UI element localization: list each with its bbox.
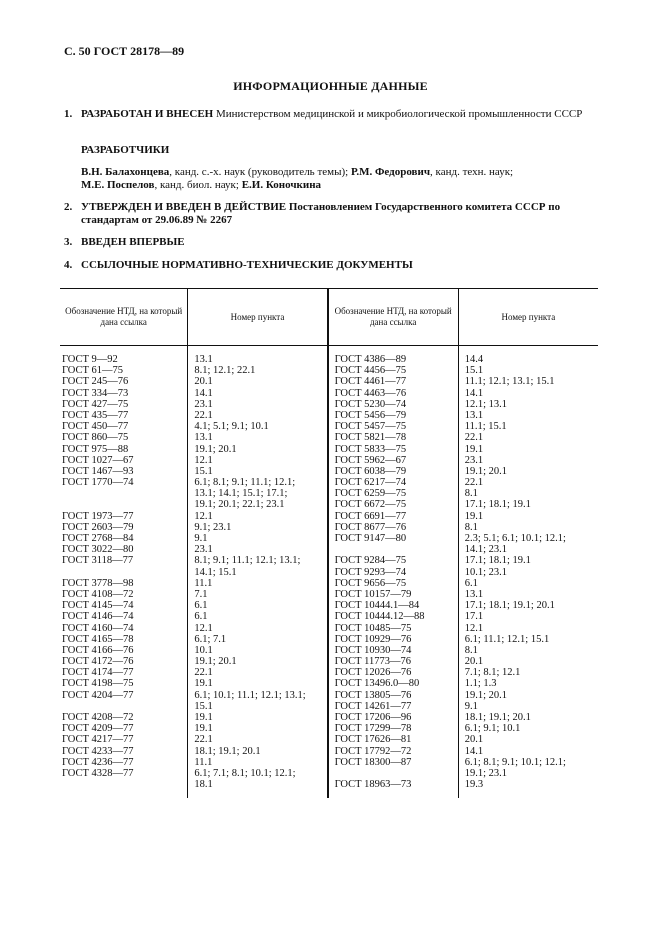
col-header-doc-right: Обозначение НТД, на который дана ссылка: [328, 289, 459, 346]
table-doc-cell: ГОСТ 18963—73: [334, 779, 412, 791]
table-point-cell: 18.1; 19.1; 20.1: [194, 745, 261, 757]
table-doc-cell: ГОСТ 61—75: [62, 365, 124, 377]
page-header: С. 50 ГОСТ 28178—89: [64, 44, 185, 58]
table-point-cell: 7.1; 8.1; 12.1: [464, 667, 521, 679]
item-heading: УТВЕРЖДЕН И ВВЕДЕН В ДЕЙСТВИЕ: [81, 201, 287, 213]
table-doc-cell: ГОСТ 14261—77: [334, 700, 412, 712]
table-doc-cell: ГОСТ 4145—74: [62, 600, 134, 612]
table-point-cell: 23.1: [194, 398, 213, 410]
table-point-cell: 9.1; 23.1: [194, 521, 232, 533]
table-doc-cell: ГОСТ 3022—80: [62, 544, 134, 556]
table-doc-cell: ГОСТ 4108—72: [62, 588, 134, 600]
right-point-column: [458, 346, 598, 799]
table-point-cell: 14.1: [464, 387, 484, 399]
table-point-cell: 13.1; 14.1; 15.1; 17.1;: [194, 488, 288, 500]
table-doc-cell: ГОСТ 5230—74: [334, 398, 407, 410]
table-doc-cell: ГОСТ 4198—75: [62, 678, 134, 690]
table-point-cell: 20.1: [464, 734, 484, 746]
table-doc-cell: ГОСТ 17299—78: [334, 723, 412, 735]
developer-name: М.Е. Поспелов: [81, 179, 155, 191]
table-doc-cell: ГОСТ 5457—75: [334, 421, 407, 433]
table-doc-cell: ГОСТ 975—88: [62, 443, 129, 455]
table-point-cell: 6.1; 10.1; 11.1; 12.1; 13.1;: [194, 689, 306, 701]
table-doc-cell: ГОСТ 2768—84: [62, 533, 134, 544]
table-point-cell: 8.1: [464, 521, 478, 533]
table-header-row: [60, 289, 598, 346]
table-doc-cell: ГОСТ 1027—67: [62, 454, 134, 466]
table-doc-spacer: [60, 499, 187, 510]
table-point-cell: 6.1; 8.1; 9.1; 10.1; 12.1;: [464, 756, 566, 768]
developer-name: В.Н. Балахонцева: [81, 166, 170, 178]
table-point-cell: 18.1; 19.1; 20.1: [464, 712, 531, 723]
developer-role: , канд. с.-х. наук (руководитель темы);: [169, 166, 351, 178]
table-point-cell: 14.1: [464, 745, 484, 757]
table-doc-cell: ГОСТ 450—77: [62, 421, 129, 433]
developer-name: Р.М. Федорович: [350, 166, 431, 178]
table-doc-cell: ГОСТ 17626—81: [334, 734, 412, 746]
table-point-cell: 20.1: [464, 656, 484, 668]
table-point-cell: 11.1; 15.1: [464, 421, 507, 433]
table-point-cell: 10.1; 23.1: [464, 566, 508, 578]
table-doc-cell: ГОСТ 8677—76: [334, 521, 407, 533]
table-doc-cell: ГОСТ 4209—77: [62, 723, 134, 735]
table-point-cell: 7.1: [194, 588, 208, 600]
table-doc-cell: ГОСТ 9284—75: [334, 555, 407, 567]
table-doc-cell: ГОСТ 5833—75: [334, 443, 407, 455]
table-point-cell: 8.1; 9.1; 11.1; 12.1; 13.1;: [194, 555, 301, 567]
table-point-cell: 19.1: [464, 510, 484, 522]
table-point-cell: 23.1: [464, 454, 484, 466]
table-point-cell: 13.1: [464, 409, 484, 421]
table-doc-spacer: [329, 768, 458, 779]
table-point-cell: 14.1: [194, 387, 213, 399]
table-point-cell: 19.1: [194, 678, 213, 690]
table-point-cell: 19.1; 20.1: [464, 465, 508, 477]
table-point-cell: 22.1: [194, 667, 213, 679]
table-point-cell: 6.1: [194, 600, 208, 612]
table-doc-cell: ГОСТ 17206—96: [334, 712, 412, 723]
table-point-cell: 19.1; 20.1: [464, 689, 508, 701]
reference-table: [60, 288, 598, 798]
table-doc-cell: ГОСТ 1973—77: [62, 510, 134, 522]
table-doc-cell: ГОСТ 4233—77: [62, 745, 134, 757]
table-doc-cell: ГОСТ 18300—87: [334, 756, 412, 768]
table-point-cell: 6.1; 7.1; 8.1; 10.1; 12.1;: [194, 767, 296, 779]
table-point-cell: 10.1: [194, 644, 213, 656]
table-doc-cell: ГОСТ 10157—79: [334, 588, 412, 600]
table-doc-cell: ГОСТ 5456—79: [334, 409, 407, 421]
table-doc-cell: ГОСТ 6691—77: [334, 510, 407, 522]
table-doc-cell: ГОСТ 4174—77: [62, 667, 134, 679]
table-point-cell: 8.1; 12.1; 22.1: [194, 365, 256, 377]
table-point-cell: 15.1: [194, 700, 213, 712]
table-doc-cell: ГОСТ 9293—74: [334, 566, 407, 578]
table-point-cell: 19.1: [464, 443, 484, 455]
table-doc-cell: ГОСТ 11773—76: [334, 656, 412, 668]
table-point-cell: 19.1; 20.1; 22.1; 23.1: [194, 499, 285, 511]
table-doc-cell: ГОСТ 13496.0—80: [334, 678, 420, 690]
table-point-cell: 22.1: [194, 734, 213, 746]
table-doc-cell: ГОСТ 1770—74: [62, 477, 134, 489]
table-point-cell: 17.1; 18.1; 19.1: [464, 555, 531, 567]
table-doc-cell: ГОСТ 4165—78: [62, 633, 134, 645]
table-doc-cell: ГОСТ 10444.1—84: [334, 600, 420, 612]
table-point-cell: 2.3; 5.1; 6.1; 10.1; 12.1;: [464, 533, 566, 544]
item-number: 3.: [64, 236, 73, 248]
table-point-cell: 17.1: [464, 611, 484, 623]
table-doc-cell: ГОСТ 4146—74: [62, 611, 134, 623]
table-doc-cell: ГОСТ 4217—77: [62, 734, 134, 746]
table-point-cell: 19.1; 20.1: [194, 656, 237, 668]
developer-role: , канд. биол. наук;: [154, 179, 242, 191]
left-doc-column: [60, 346, 188, 799]
table-point-cell: 9.1: [194, 533, 208, 544]
table-point-cell: 19.1; 23.1: [464, 767, 508, 779]
table-doc-cell: ГОСТ 10444.12—88: [334, 611, 425, 623]
table-doc-cell: ГОСТ 3118—77: [62, 555, 134, 567]
table-point-cell: 6.1; 8.1; 9.1; 11.1; 12.1;: [194, 477, 296, 489]
table-point-cell: 6.1: [464, 577, 478, 589]
table-point-cell: 23.1: [194, 544, 213, 556]
table-doc-cell: ГОСТ 435—77: [62, 409, 129, 421]
table-doc-cell: ГОСТ 860—75: [62, 432, 129, 444]
table-doc-spacer: [329, 544, 458, 555]
table-point-cell: 8.1: [464, 488, 478, 500]
table-point-cell: 9.1: [464, 700, 478, 712]
table-doc-cell: ГОСТ 4236—77: [62, 756, 134, 768]
table-point-cell: 22.1: [464, 432, 484, 444]
table-doc-cell: ГОСТ 4328—77: [62, 767, 134, 779]
table-point-cell: 11.1: [194, 756, 213, 768]
table-point-cell: 12.1: [194, 622, 213, 634]
table-point-cell: 14.1; 15.1: [194, 566, 237, 578]
table-doc-cell: ГОСТ 13805—76: [334, 689, 412, 701]
table-doc-cell: ГОСТ 4204—77: [62, 689, 134, 701]
table-doc-cell: ГОСТ 4172—76: [62, 656, 134, 668]
developers-list: [81, 166, 601, 192]
table-point-cell: 12.1; 13.1: [464, 398, 508, 410]
table-point-cell: 13.1: [464, 588, 484, 600]
table-doc-cell: ГОСТ 6217—74: [334, 477, 407, 489]
item-heading: РАЗРАБОТАН И ВНЕСЕН: [81, 108, 214, 120]
table-doc-cell: ГОСТ 4166—76: [62, 644, 134, 656]
table-doc-cell: ГОСТ 5821—78: [334, 432, 407, 444]
table-point-cell: 19.3: [464, 779, 484, 791]
table-doc-spacer: [60, 701, 187, 712]
table-doc-cell: ГОСТ 6038—79: [334, 465, 407, 477]
table-point-cell: 15.1: [464, 365, 484, 377]
table-point-cell: 6.1; 11.1; 12.1; 15.1: [464, 633, 550, 645]
developer-role: , канд. техн. наук;: [430, 166, 514, 178]
table-point-cell: 6.1: [194, 611, 208, 623]
table-doc-cell: ГОСТ 1467—93: [62, 465, 134, 477]
table-point-cell: 17.1; 18.1; 19.1: [464, 499, 531, 511]
item-number: 4.: [64, 259, 73, 271]
table-point-cell: 17.1; 18.1; 19.1; 20.1: [464, 600, 555, 612]
col-header-point-left: Номер пункта: [188, 289, 328, 346]
table-doc-cell: ГОСТ 9—92: [62, 354, 118, 365]
info-item-3: [64, 236, 185, 249]
table-doc-cell: ГОСТ 334—73: [62, 387, 129, 399]
item-number: 1.: [64, 108, 73, 120]
table-point-cell: 12.1: [464, 622, 484, 634]
table-doc-spacer: [60, 779, 187, 790]
col-header-doc-left: Обозначение НТД, на который дана ссылка: [60, 289, 188, 346]
table-doc-cell: ГОСТ 427—75: [62, 398, 129, 410]
info-item-4: [64, 259, 413, 272]
table-doc-cell: ГОСТ 3778—98: [62, 577, 134, 589]
table-doc-cell: ГОСТ 4463—76: [334, 387, 407, 399]
info-item-2: [64, 201, 561, 226]
table-point-cell: 19.1; 20.1: [194, 443, 237, 455]
left-point-column: [188, 346, 328, 799]
table-point-cell: 4.1; 5.1; 9.1; 10.1: [194, 421, 269, 433]
table-doc-spacer: [60, 488, 187, 499]
table-point-cell: 15.1: [194, 465, 213, 477]
table-doc-cell: ГОСТ 17792—72: [334, 745, 412, 757]
table-doc-cell: ГОСТ 10485—75: [334, 622, 412, 634]
table-point-cell: 6.1; 7.1: [194, 633, 227, 645]
table-point-cell: 22.1: [194, 409, 213, 421]
table-point-cell: 22.1: [464, 477, 484, 489]
page-title: ИНФОРМАЦИОННЫЕ ДАННЫЕ: [233, 79, 428, 93]
table-point-cell: 12.1: [194, 454, 213, 466]
item-text: Министерством медицинской и микробиологической промышленности СССР: [213, 108, 583, 120]
table-doc-cell: ГОСТ 12026—76: [334, 667, 412, 679]
table-doc-cell: ГОСТ 4456—75: [334, 365, 407, 377]
table-point-cell: 13.1: [194, 432, 213, 444]
item-heading: ССЫЛОЧНЫЕ НОРМАТИВНО-ТЕХНИЧЕСКИЕ ДОКУМЕНТЫ: [81, 259, 413, 271]
table-doc-cell: ГОСТ 2603—79: [62, 521, 134, 533]
table-doc-cell: ГОСТ 4208—72: [62, 712, 134, 723]
table-point-cell: 19.1: [194, 712, 213, 723]
table-doc-cell: ГОСТ 9147—80: [334, 533, 407, 544]
table-doc-cell: ГОСТ 4386—89: [334, 354, 407, 365]
table-point-cell: 14.1; 23.1: [464, 544, 508, 556]
info-item-1: [64, 108, 583, 121]
item-text: Постановлением Государственного комитета СССР по стандартам от 29.06.89 № 2267: [81, 201, 561, 226]
table-doc-cell: ГОСТ 9656—75: [334, 577, 407, 589]
table-doc-cell: ГОСТ 10929—76: [334, 633, 412, 645]
table-point-cell: 14.4: [464, 354, 484, 365]
item-number: 2.: [64, 201, 73, 213]
table-point-cell: 1.1; 1.3: [464, 678, 497, 690]
table-point-cell: 12.1: [194, 510, 213, 522]
developers-heading: РАЗРАБОТЧИКИ: [81, 144, 170, 156]
table-doc-cell: ГОСТ 6259—75: [334, 488, 407, 500]
table-doc-cell: ГОСТ 6672—75: [334, 499, 407, 511]
table-point-cell: 11.1; 12.1; 13.1; 15.1: [464, 376, 555, 388]
table-doc-cell: ГОСТ 4461—77: [334, 376, 407, 388]
table-doc-cell: ГОСТ 4160—74: [62, 622, 134, 634]
table-point-cell: 8.1: [464, 644, 478, 656]
table-doc-cell: ГОСТ 245—76: [62, 376, 129, 388]
table-doc-cell: ГОСТ 10930—74: [334, 644, 412, 656]
table-point-cell: 19.1: [194, 723, 213, 735]
item-heading: ВВЕДЕН ВПЕРВЫЕ: [81, 236, 185, 248]
table-point-cell: 18.1: [194, 779, 213, 791]
table-point-cell: 6.1; 9.1; 10.1: [464, 723, 521, 735]
right-doc-column: [328, 346, 459, 799]
table-doc-cell: ГОСТ 5962—67: [334, 454, 407, 466]
table-point-cell: 11.1: [194, 577, 213, 589]
table-doc-spacer: [60, 567, 187, 578]
table-point-cell: 20.1: [194, 376, 213, 388]
table-point-cell: 13.1: [194, 354, 213, 365]
developer-name: Е.И. Коночкина: [241, 179, 322, 191]
col-header-point-right: Номер пункта: [458, 289, 598, 346]
